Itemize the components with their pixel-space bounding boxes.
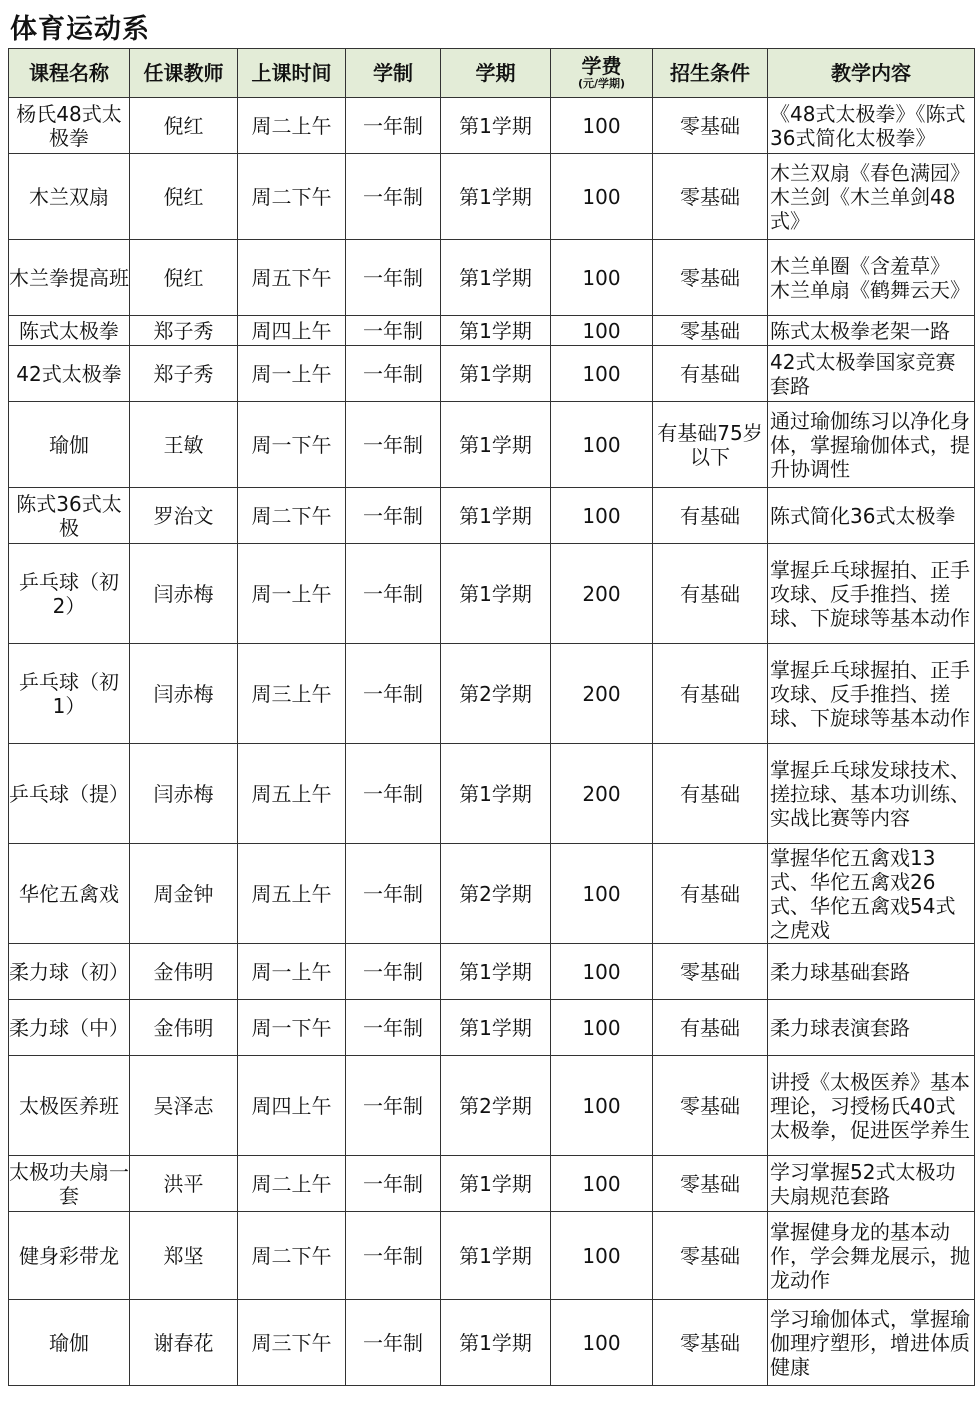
cell-course: 华佗五禽戏	[9, 844, 130, 944]
cell-requirement: 零基础	[653, 98, 768, 154]
cell-teacher: 王敏	[130, 402, 238, 488]
cell-course: 瑜伽	[9, 402, 130, 488]
cell-system: 一年制	[346, 644, 441, 744]
cell-time: 周四上午	[238, 316, 346, 346]
table-row	[9, 1056, 975, 1156]
cell-requirement: 零基础	[653, 1212, 768, 1300]
cell-time: 周二下午	[238, 488, 346, 544]
cell-time: 周一下午	[238, 402, 346, 488]
cell-content: 陈式太极拳老架一路	[768, 316, 975, 346]
cell-fee: 200	[551, 744, 653, 844]
cell-teacher: 闫赤梅	[130, 544, 238, 644]
cell-term: 第2学期	[441, 1056, 551, 1156]
header-term: 学期	[441, 49, 551, 98]
cell-content: 掌握乒乓球握拍、正手攻球、反手推挡、搓球、下旋球等基本动作	[768, 644, 975, 744]
cell-requirement: 有基础	[653, 1000, 768, 1056]
cell-content: 木兰双扇《春色满园》 木兰剑《木兰单剑48式》	[768, 154, 975, 240]
cell-term: 第1学期	[441, 1000, 551, 1056]
cell-teacher: 闫赤梅	[130, 744, 238, 844]
cell-teacher: 金伟明	[130, 944, 238, 1000]
cell-course: 太极功夫扇一套	[9, 1156, 130, 1212]
cell-requirement: 零基础	[653, 1300, 768, 1386]
header-row	[9, 49, 975, 98]
cell-time: 周五上午	[238, 844, 346, 944]
cell-requirement: 有基础	[653, 644, 768, 744]
cell-fee: 100	[551, 346, 653, 402]
cell-content: 学习掌握52式太极功夫扇规范套路	[768, 1156, 975, 1212]
cell-requirement: 有基础	[653, 844, 768, 944]
cell-fee: 200	[551, 644, 653, 744]
cell-term: 第1学期	[441, 544, 551, 644]
cell-requirement: 零基础	[653, 1156, 768, 1212]
cell-requirement: 零基础	[653, 154, 768, 240]
table-row	[9, 98, 975, 154]
cell-time: 周三下午	[238, 1300, 346, 1386]
cell-system: 一年制	[346, 154, 441, 240]
cell-teacher: 金伟明	[130, 1000, 238, 1056]
cell-content: 掌握乒乓球握拍、正手攻球、反手推挡、搓球、下旋球等基本动作	[768, 544, 975, 644]
cell-fee: 100	[551, 1212, 653, 1300]
cell-fee: 100	[551, 98, 653, 154]
cell-course: 杨氏48式太极拳	[9, 98, 130, 154]
cell-content: 42式太极拳国家竞赛套路	[768, 346, 975, 402]
cell-term: 第1学期	[441, 98, 551, 154]
cell-requirement: 零基础	[653, 944, 768, 1000]
cell-teacher: 郑坚	[130, 1212, 238, 1300]
cell-term: 第1学期	[441, 1300, 551, 1386]
cell-term: 第1学期	[441, 1156, 551, 1212]
cell-requirement: 零基础	[653, 1056, 768, 1156]
cell-teacher: 周金钟	[130, 844, 238, 944]
table-row	[9, 1000, 975, 1056]
cell-content: 讲授《太极医养》基本理论，习授杨氏40式太极拳，促进医学养生	[768, 1056, 975, 1156]
cell-system: 一年制	[346, 744, 441, 844]
cell-system: 一年制	[346, 1300, 441, 1386]
table-row	[9, 154, 975, 240]
cell-time: 周五上午	[238, 744, 346, 844]
cell-teacher: 倪红	[130, 98, 238, 154]
cell-system: 一年制	[346, 98, 441, 154]
cell-system: 一年制	[346, 488, 441, 544]
cell-fee: 100	[551, 402, 653, 488]
cell-time: 周五下午	[238, 240, 346, 316]
cell-term: 第2学期	[441, 844, 551, 944]
cell-system: 一年制	[346, 402, 441, 488]
cell-system: 一年制	[346, 316, 441, 346]
cell-term: 第1学期	[441, 744, 551, 844]
cell-content: 掌握健身龙的基本动作，学会舞龙展示，抛龙动作	[768, 1212, 975, 1300]
cell-time: 周一上午	[238, 346, 346, 402]
cell-time: 周二上午	[238, 98, 346, 154]
cell-course: 健身彩带龙	[9, 1212, 130, 1300]
cell-teacher: 倪红	[130, 240, 238, 316]
cell-teacher: 洪平	[130, 1156, 238, 1212]
cell-teacher: 郑子秀	[130, 346, 238, 402]
course-table	[8, 48, 975, 1386]
cell-requirement: 零基础	[653, 240, 768, 316]
page-title: 体育运动系	[10, 14, 150, 45]
header-teacher: 任课教师	[130, 49, 238, 98]
cell-term: 第1学期	[441, 402, 551, 488]
cell-fee: 100	[551, 1000, 653, 1056]
cell-fee: 100	[551, 154, 653, 240]
table-row	[9, 1212, 975, 1300]
table-row	[9, 1156, 975, 1212]
cell-teacher: 罗治文	[130, 488, 238, 544]
table-row	[9, 1300, 975, 1386]
cell-requirement: 有基础	[653, 346, 768, 402]
cell-content: 掌握华佗五禽戏13式、华佗五禽戏26式、华佗五禽戏54式之虎戏	[768, 844, 975, 944]
cell-course: 陈式36式太极	[9, 488, 130, 544]
header-fee-unit: (元/学期)	[577, 77, 626, 90]
cell-system: 一年制	[346, 1212, 441, 1300]
cell-content: 柔力球表演套路	[768, 1000, 975, 1056]
cell-teacher: 吴泽志	[130, 1056, 238, 1156]
cell-course: 乒乓球（初2）	[9, 544, 130, 644]
cell-term: 第1学期	[441, 346, 551, 402]
cell-fee: 100	[551, 1056, 653, 1156]
cell-content: 学习瑜伽体式，掌握瑜伽理疗塑形，增进体质健康	[768, 1300, 975, 1386]
cell-system: 一年制	[346, 844, 441, 944]
cell-requirement: 有基础	[653, 544, 768, 644]
cell-time: 周四上午	[238, 1056, 346, 1156]
cell-course: 柔力球（中）	[9, 1000, 130, 1056]
cell-term: 第1学期	[441, 240, 551, 316]
cell-system: 一年制	[346, 944, 441, 1000]
cell-time: 周二下午	[238, 154, 346, 240]
header-fee	[551, 49, 653, 98]
cell-term: 第1学期	[441, 944, 551, 1000]
cell-fee: 100	[551, 240, 653, 316]
cell-requirement: 有基础	[653, 488, 768, 544]
cell-time: 周三上午	[238, 644, 346, 744]
cell-course: 瑜伽	[9, 1300, 130, 1386]
cell-course: 柔力球（初）	[9, 944, 130, 1000]
cell-course: 木兰双扇	[9, 154, 130, 240]
cell-course: 42式太极拳	[9, 346, 130, 402]
header-time: 上课时间	[238, 49, 346, 98]
table-row	[9, 488, 975, 544]
cell-teacher: 郑子秀	[130, 316, 238, 346]
header-requirement: 招生条件	[653, 49, 768, 98]
table-row	[9, 402, 975, 488]
cell-fee: 100	[551, 944, 653, 1000]
cell-time: 周一下午	[238, 1000, 346, 1056]
cell-course: 木兰拳提高班	[9, 240, 130, 316]
cell-term: 第1学期	[441, 154, 551, 240]
table-row	[9, 944, 975, 1000]
cell-fee: 200	[551, 544, 653, 644]
cell-term: 第1学期	[441, 316, 551, 346]
cell-requirement: 零基础	[653, 316, 768, 346]
cell-content: 陈式简化36式太极拳	[768, 488, 975, 544]
cell-time: 周一上午	[238, 544, 346, 644]
cell-content: 木兰单圈《含羞草》 木兰单扇《鹤舞云天》	[768, 240, 975, 316]
cell-system: 一年制	[346, 240, 441, 316]
cell-fee: 100	[551, 488, 653, 544]
table-row	[9, 544, 975, 644]
cell-system: 一年制	[346, 1156, 441, 1212]
table-body	[9, 98, 975, 1386]
table-row	[9, 744, 975, 844]
cell-teacher: 闫赤梅	[130, 644, 238, 744]
cell-fee: 100	[551, 316, 653, 346]
cell-system: 一年制	[346, 1056, 441, 1156]
table-row	[9, 346, 975, 402]
cell-system: 一年制	[346, 1000, 441, 1056]
cell-time: 周一上午	[238, 944, 346, 1000]
cell-course: 乒乓球（提）	[9, 744, 130, 844]
cell-term: 第1学期	[441, 1212, 551, 1300]
cell-content: 柔力球基础套路	[768, 944, 975, 1000]
cell-course: 乒乓球（初1）	[9, 644, 130, 744]
cell-teacher: 倪红	[130, 154, 238, 240]
cell-time: 周二下午	[238, 1212, 346, 1300]
header-course: 课程名称	[9, 49, 130, 98]
cell-time: 周二上午	[238, 1156, 346, 1212]
cell-system: 一年制	[346, 544, 441, 644]
cell-requirement: 有基础	[653, 744, 768, 844]
cell-course: 太极医养班	[9, 1056, 130, 1156]
table-row	[9, 844, 975, 944]
cell-term: 第2学期	[441, 644, 551, 744]
cell-teacher: 谢春花	[130, 1300, 238, 1386]
table-row	[9, 240, 975, 316]
cell-content: 通过瑜伽练习以净化身体，掌握瑜伽体式，提升协调性	[768, 402, 975, 488]
table-row	[9, 316, 975, 346]
cell-system: 一年制	[346, 346, 441, 402]
cell-course: 陈式太极拳	[9, 316, 130, 346]
header-content: 教学内容	[768, 49, 975, 98]
header-system: 学制	[346, 49, 441, 98]
header-fee-label: 学费	[581, 54, 622, 78]
table-row	[9, 644, 975, 744]
cell-fee: 100	[551, 844, 653, 944]
cell-content: 掌握乒乓球发球技术、搓拉球、基本功训练、实战比赛等内容	[768, 744, 975, 844]
cell-content: 《48式太极拳》《陈式36式简化太极拳》	[768, 98, 975, 154]
cell-fee: 100	[551, 1300, 653, 1386]
cell-requirement: 有基础75岁以下	[653, 402, 768, 488]
cell-term: 第1学期	[441, 488, 551, 544]
cell-fee: 100	[551, 1156, 653, 1212]
